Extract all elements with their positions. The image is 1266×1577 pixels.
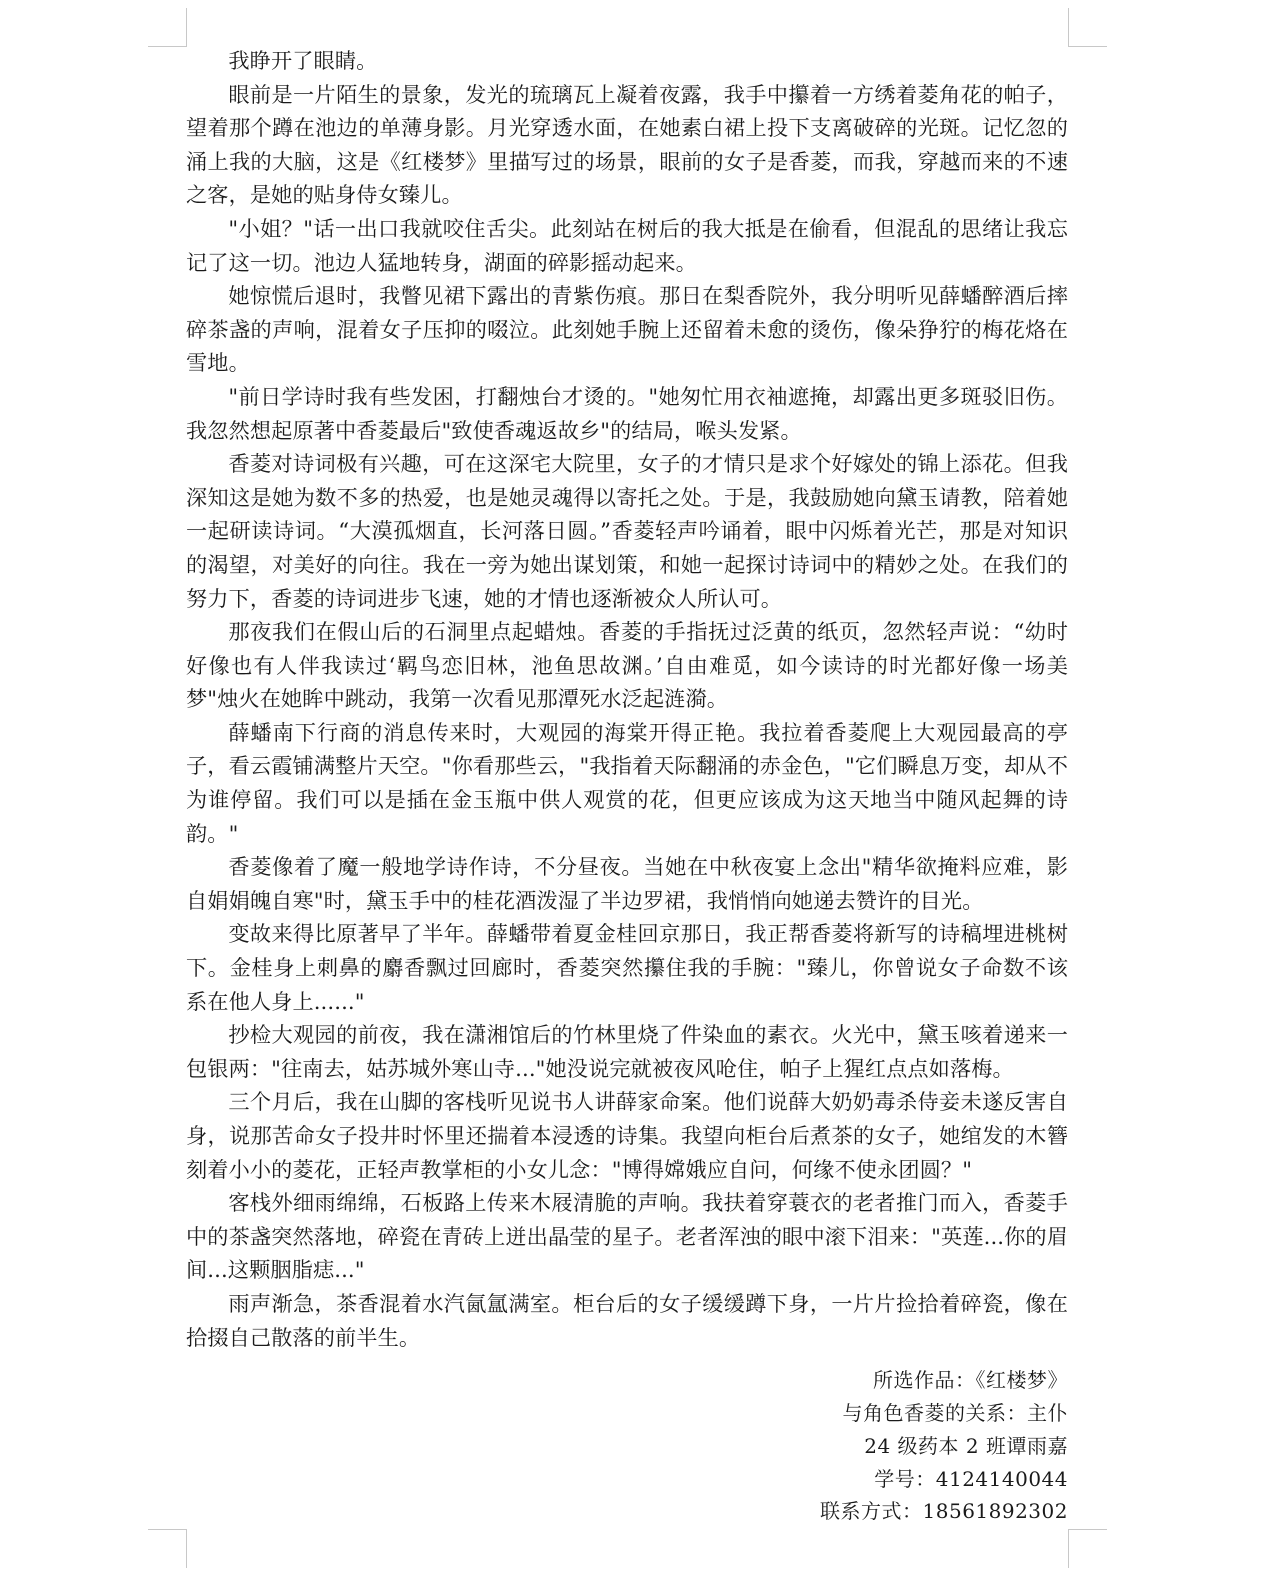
paragraph: 变故来得比原著早了半年。薛蟠带着夏金桂回京那日，我正帮香菱将新写的诗稿埋进桃树下。金桂身上刺鼻的麝香飘过回廊时，香菱突然攥住我的手腕："臻儿，你曾说女子命数不该系在他人身上......" (186, 921, 1068, 1014)
paragraph: 那夜我们在假山后的石洞里点起蜡烛。香菱的手指抚过泛黄的纸页，忽然轻声说：“幼时好像也有人伴我读过‘羁鸟恋旧林，池鱼思故渊。’自由难觅，如今读诗的时光都好像一场美梦"烛火在她眸中跳动，我第一次看见那潭死水泛起涟漪。 (186, 619, 1068, 712)
paragraph: 香菱像着了魔一般地学诗作诗，不分昼夜。当她在中秋夜宴上念出"精华欲掩料应难，影自娟娟魄自寒"时，黛玉手中的桂花酒泼湿了半边罗裙，我悄悄向她递去赞许的目光。 (186, 854, 1068, 913)
selected-work: 所选作品：《红楼梦》 (873, 1368, 1068, 1393)
document-body (186, 44, 1068, 1528)
paragraph: 雨声渐急，茶香混着水汽氤氲满室。柜台后的女子缓缓蹲下身，一片片捡拾着碎瓷，像在拾掇自己散落的前半生。 (186, 1290, 1068, 1350)
paragraph: 她惊慌后退时，我瞥见裙下露出的青紫伤痕。那日在梨香院外，我分明听见薛蟠醉酒后摔碎茶盏的声响，混着女子压抑的啜泣。此刻她手腕上还留着未愈的烫伤，像朵狰狞的梅花烙在雪地。 (186, 283, 1068, 376)
student-id: 学号：4124140044 (874, 1466, 1068, 1491)
paragraph: 我睁开了眼睛。 (228, 48, 378, 73)
author-class: 24 级药本 2 班谭雨嘉 (864, 1433, 1068, 1458)
paragraph: 香菱对诗词极有兴趣，可在这深宅大院里，女子的才情只是求个好嫁处的锦上添花。但我深知这是她为数不多的热爱，也是她灵魂得以寄托之处。于是，我鼓励她向黛玉请教，陪着她一起研读诗词。“大漠孤烟直，长河落日圆。”香菱轻声吟诵着，眼中闪烁着光芒，那是对知识的渴望，对美好的向往。我在一旁为她出谋划策，和她一起探讨诗词中的精妙之处。在我们的努力下，香菱的诗词进步飞速，她的才情也逐渐被众人所认可。 (186, 451, 1068, 611)
crop-mark-top-left (148, 8, 187, 47)
crop-mark-bottom-left (148, 1529, 187, 1568)
character-relation: 与角色香菱的关系：主仆 (842, 1400, 1068, 1425)
crop-mark-bottom-right (1068, 1529, 1107, 1568)
paragraph: 三个月后，我在山脚的客栈听见说书人讲薛家命案。他们说薛大奶奶毒杀侍妾未遂反害自身，说那苦命女子投井时怀里还揣着本浸透的诗集。我望向柜台后煮茶的女子，她绾发的木簪刻着小小的菱花，正轻声教掌柜的小女儿念："博得嫦娥应自问，何缘不使永团圆？" (186, 1089, 1068, 1182)
paragraph: 薛蟠南下行商的消息传来时，大观园的海棠开得正艳。我拉着香菱爬上大观园最高的亭子，看云霞铺满整片天空。"你看那些云，"我指着天际翻涌的赤金色，"它们瞬息万变，却从不为谁停留。我们可以是插在金玉瓶中供人观赏的花，但更应该成为这天地当中随风起舞的诗韵。" (186, 719, 1068, 846)
paragraph: "小姐？"话一出口我就咬住舌尖。此刻站在树后的我大抵是在偷看，但混乱的思绪让我忘记了这一切。池边人猛地转身，湖面的碎影摇动起来。 (186, 215, 1068, 275)
contact-info: 联系方式：18561892302 (820, 1499, 1068, 1524)
signature-block (186, 1364, 1068, 1528)
paragraph: 抄检大观园的前夜，我在潇湘馆后的竹林里烧了件染血的素衣。火光中，黛玉咳着递来一包银两："往南去，姑苏城外寒山寺..."她没说完就被夜风呛住，帕子上猩红点点如落梅。 (186, 1022, 1068, 1081)
crop-mark-top-right (1068, 8, 1107, 47)
paragraph: "前日学诗时我有些发困，打翻烛台才烫的。"她匆忙用衣袖遮掩，却露出更多斑驳旧伤。我忽然想起原著中香菱最后"致使香魂返故乡"的结局，喉头发紧。 (186, 383, 1068, 443)
paragraph: 眼前是一片陌生的景象，发光的琉璃瓦上凝着夜露，我手中攥着一方绣着菱角花的帕子，望着那个蹲在池边的单薄身影。月光穿透水面，在她素白裙上投下支离破碎的光斑。记忆忽的涌上我的大脑，这是《红楼梦》里描写过的场景，眼前的女子是香菱，而我，穿越而来的不速之客，是她的贴身侍女臻儿。 (186, 81, 1068, 208)
paragraph: 客栈外细雨绵绵，石板路上传来木屐清脆的声响。我扶着穿蓑衣的老者推门而入，香菱手中的茶盏突然落地，碎瓷在青砖上迸出晶莹的星子。老者浑浊的眼中滚下泪来："英莲...你的眉间...这颗胭脂痣..." (186, 1190, 1068, 1283)
